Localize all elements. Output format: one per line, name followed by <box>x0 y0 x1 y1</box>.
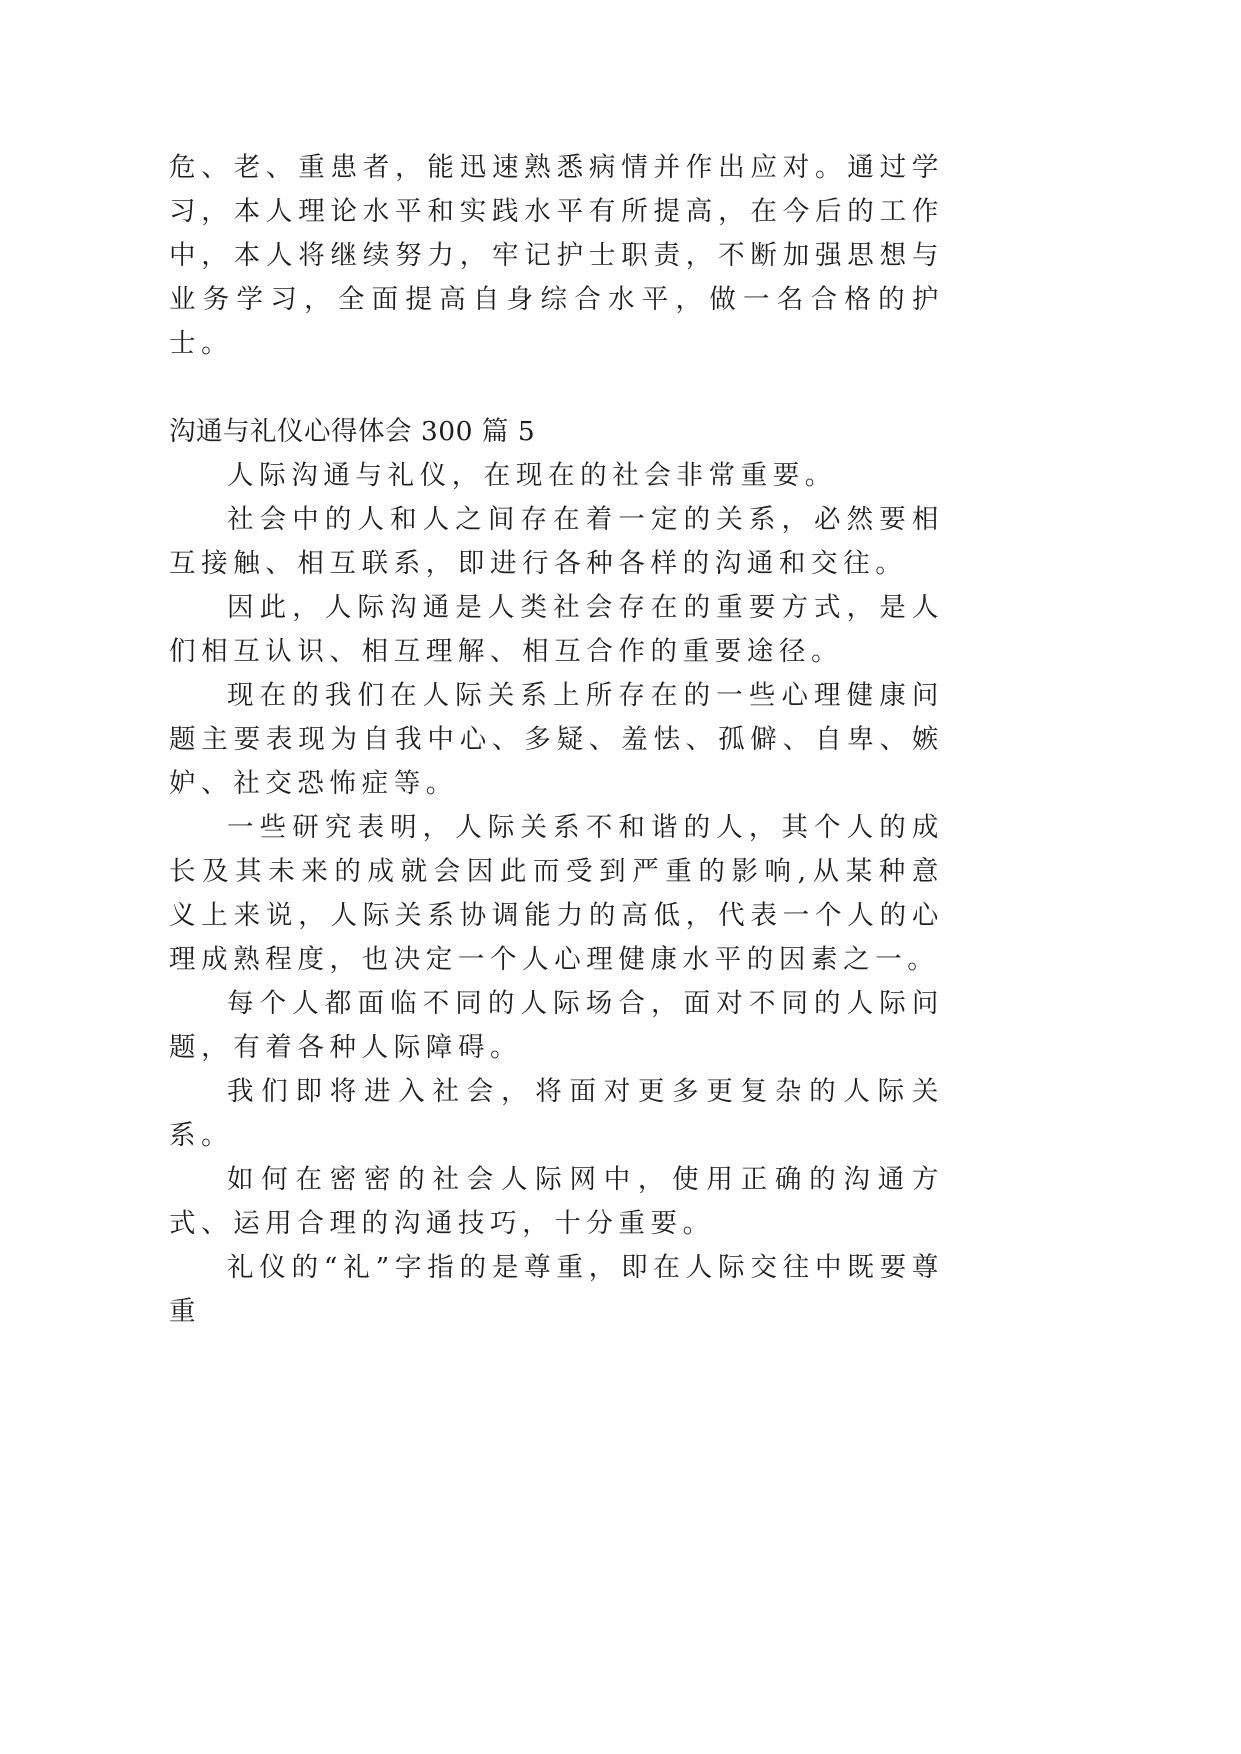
paragraph-2: 社会中的人和人之间存在着一定的关系，必然要相互接触、相互联系，即进行各种各样的沟通和交往。 <box>169 504 944 579</box>
paragraph-7: 我们即将进入社会，将面对更多更复杂的人际关系。 <box>169 1076 944 1151</box>
paragraph-1: 人际沟通与礼仪，在现在的社会非常重要。 <box>227 460 837 491</box>
paragraph-8: 如何在密密的社会人际网中，使用正确的沟通方式、运用合理的沟通技巧，十分重要。 <box>169 1164 944 1239</box>
paragraph-9: 礼仪的“礼”字指的是尊重，即在人际交往中既要尊重 <box>169 1252 944 1327</box>
paragraph-5: 一些研究表明，人际关系不和谐的人，其个人的成长及其未来的成就会因此而受到严重的影响,从某种意义上来说，人际关系协调能力的高低，代表一个人的心理成熟程度，也决定一个人心理健康水平的因素之一。 <box>169 812 944 975</box>
paragraph-3: 因此，人际沟通是人类社会存在的重要方式，是人们相互认识、相互理解、相互合作的重要途径。 <box>169 592 944 667</box>
paragraph-4: 现在的我们在人际关系上所存在的一些心理健康问题主要表现为自我中心、多疑、羞怯、孤僻、自卑、嫉妒、社交恐怖症等。 <box>169 680 944 799</box>
document-body <box>169 146 944 1334</box>
continuation-paragraph: 危、老、重患者，能迅速熟悉病情并作出应对。通过学习，本人理论水平和实践水平有所提高，在今后的工作中，本人将继续努力，牢记护士职责，不断加强思想与业务学习，全面提高自身综合水平，做一名合格的护士。 <box>169 152 944 359</box>
paragraph-6: 每个人都面临不同的人际场合，面对不同的人际问题，有着各种人际障碍。 <box>169 988 944 1063</box>
section-heading: 沟通与礼仪心得体会 300 篇 5 <box>169 416 536 447</box>
